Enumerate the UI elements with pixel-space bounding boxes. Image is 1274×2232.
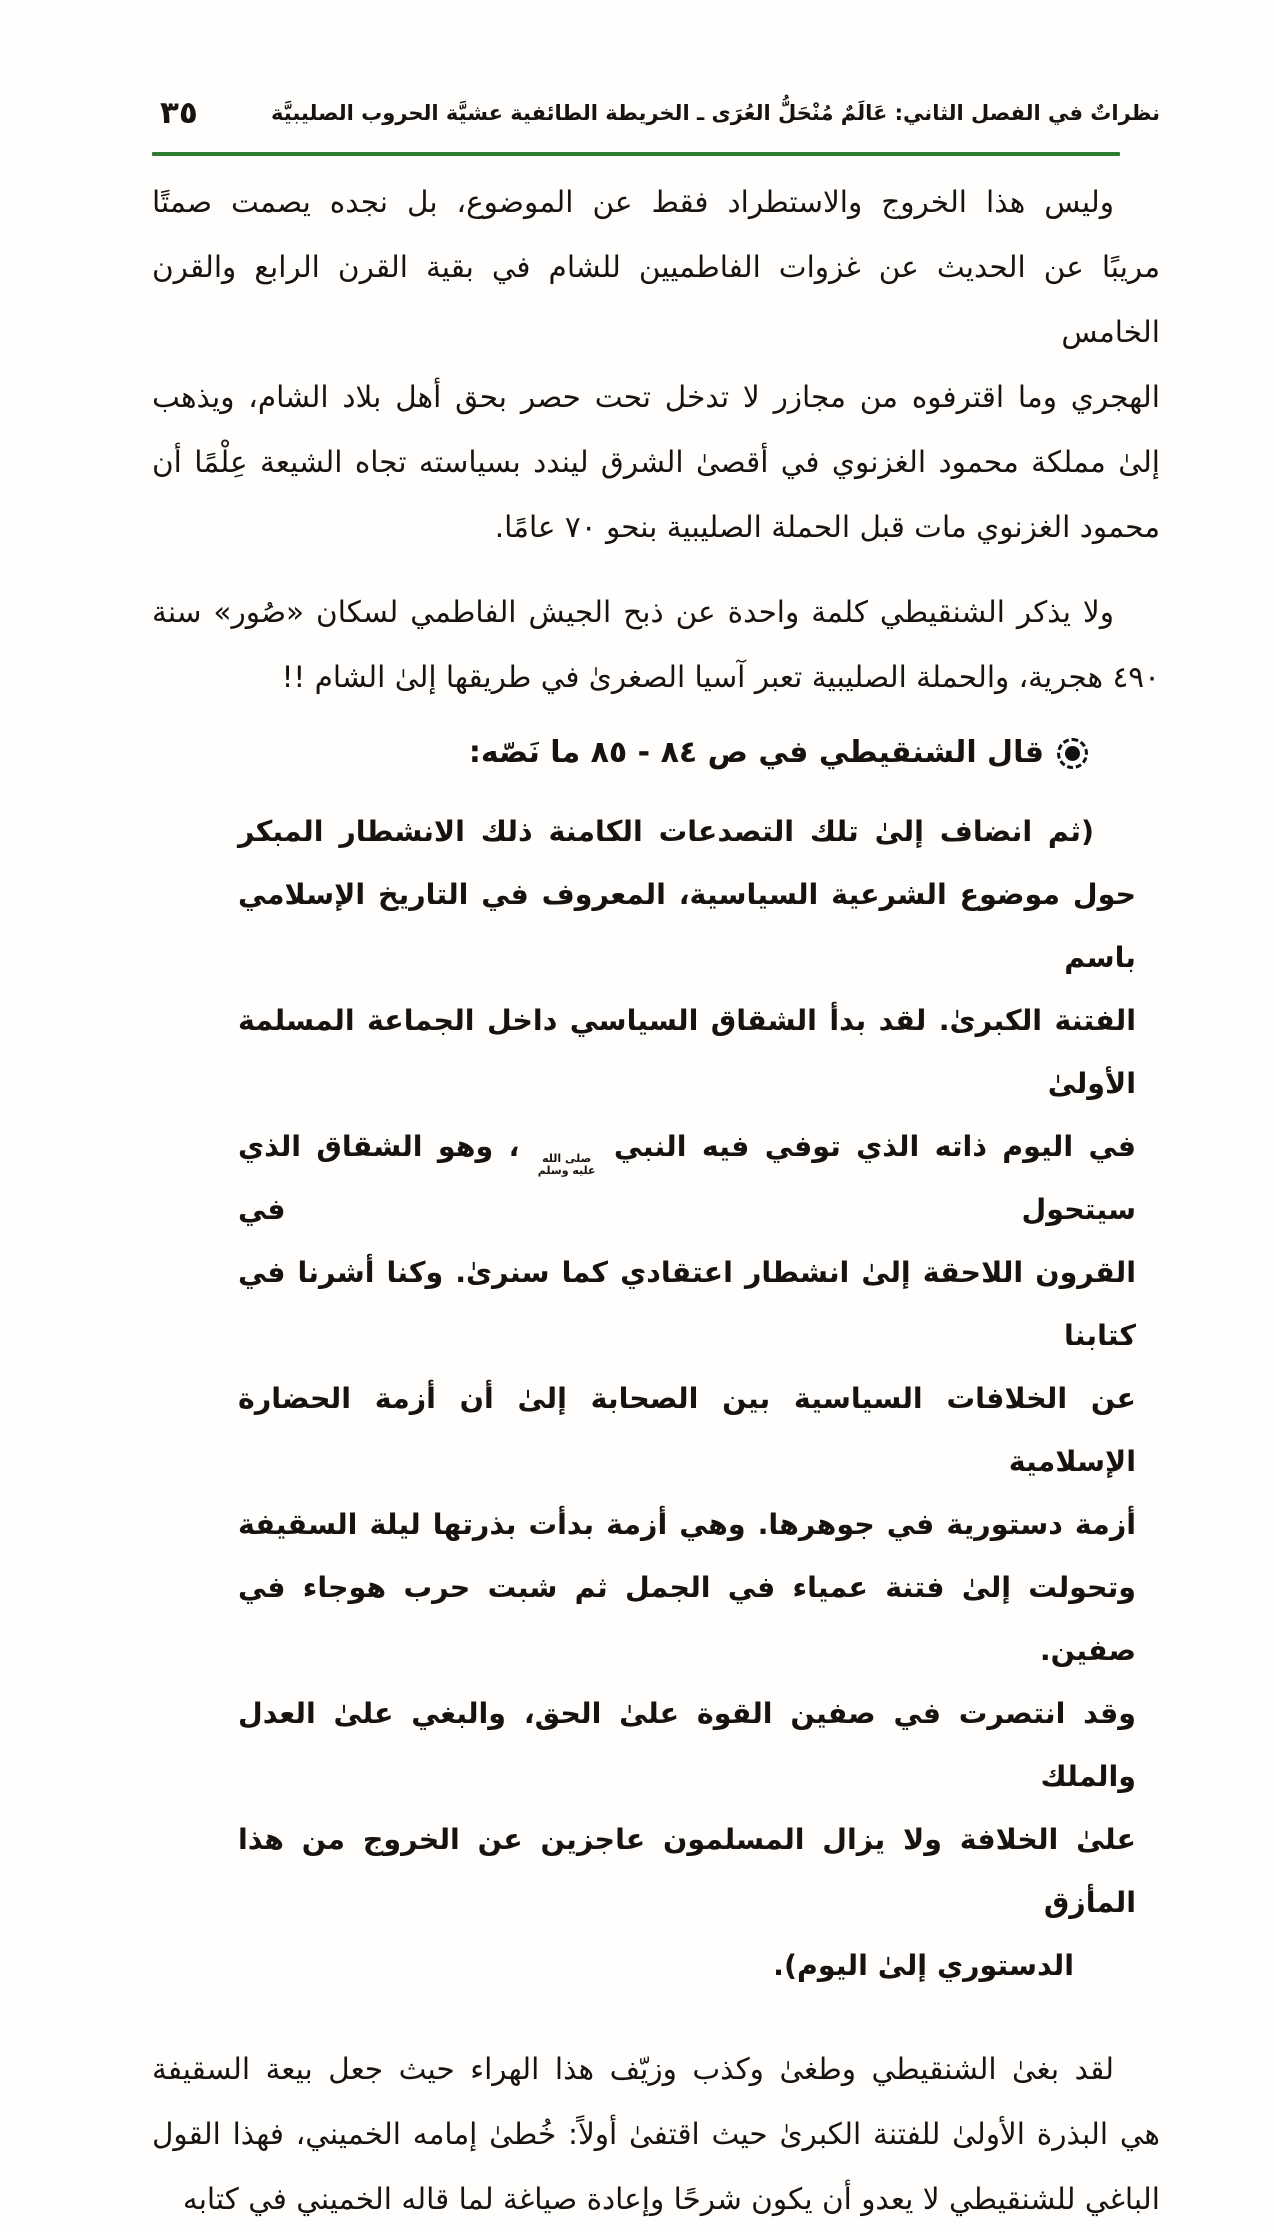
quote-line-segment: في اليوم ذاته الذي توفي فيه النبي xyxy=(613,1130,1136,1164)
honorific-bottom: عليه وسلم xyxy=(537,1164,596,1178)
prophet-honorific xyxy=(538,1153,596,1177)
quote-line: وقد انتصرت في صفين القوة علىٰ الحق، والبغي علىٰ العدل والملك xyxy=(238,1697,1136,1794)
bullet-core xyxy=(1065,746,1080,761)
page-number: ٣٥ xyxy=(160,95,198,131)
quote-line xyxy=(238,1115,1136,1241)
paragraph-1 xyxy=(152,170,1160,560)
paragraph-2 xyxy=(152,580,1160,710)
text-line: ٤٩٠ هجرية، والحملة الصليبية تعبر آسيا الصغرىٰ في طريقها إلىٰ الشام !! xyxy=(281,660,1160,695)
text-line: مريبًا عن الحديث عن غزوات الفاطميين للشام في بقية القرن الرابع والقرن الخامس xyxy=(152,250,1160,350)
paragraph-3 xyxy=(152,2037,1160,2232)
text-line: إلىٰ مملكة محمود الغزنوي في أقصىٰ الشرق ليندد بسياسته تجاه الشيعة عِلْمًا أن xyxy=(152,445,1160,480)
quote-line: القرون اللاحقة إلىٰ انشطار اعتقادي كما سنرىٰ. وكنا أشرنا في كتابنا xyxy=(238,1256,1136,1353)
quote-line: عن الخلافات السياسية بين الصحابة إلىٰ أن أزمة الحضارة الإسلامية xyxy=(238,1382,1136,1479)
header-rule xyxy=(152,152,1120,156)
quote-line: (ثم انضاف إلىٰ تلك التصدعات الكامنة ذلك الانشطار المبكر xyxy=(238,815,1094,849)
ornate-bullet-icon xyxy=(1057,738,1088,769)
quote-intro-text: قال الشنقيطي في ص ٨٤ - ٨٥ ما نَصّه: xyxy=(468,735,1044,771)
quote-line: حول موضوع الشرعية السياسية، المعروف في التاريخ الإسلامي باسم xyxy=(238,878,1136,975)
running-head xyxy=(152,96,1160,130)
text-line: ولا يذكر الشنقيطي كلمة واحدة عن ذبح الجيش الفاطمي لسكان «صُور» سنة xyxy=(152,595,1114,630)
text-line: هي البذرة الأولىٰ للفتنة الكبرىٰ حيث اقتفىٰ أولاً: خُطىٰ إمامه الخميني، فهذا القول xyxy=(152,2117,1160,2152)
text-line: وليس هذا الخروج والاستطراد فقط عن الموضوع، بل نجده يصمت صمتًا xyxy=(152,185,1114,220)
text-line: محمود الغزنوي مات قبل الحملة الصليبية بنحو ٧٠ عامًا. xyxy=(494,510,1160,545)
chapter-header-title: نظراتٌ في الفصل الثاني: عَالَمٌ مُنْحَلُّ العُرَى ـ الخريطة الطائفية عشيَّة الحروب الصليبيَّة xyxy=(271,100,1160,125)
honorific-top: صلى الله xyxy=(542,1152,592,1166)
text-line: الباغي للشنقيطي لا يعدو أن يكون شرحًا وإعادة صياغة لما قاله الخميني في كتابه xyxy=(182,2182,1160,2217)
quote-line: علىٰ الخلافة ولا يزال المسلمون عاجزين عن الخروج من هذا المأزق xyxy=(238,1823,1136,1920)
quote-line: الفتنة الكبرىٰ. لقد بدأ الشقاق السياسي داخل الجماعة المسلمة الأولىٰ xyxy=(238,1004,1136,1101)
quote-line-segment: ، وهو الشقاق الذي سيتحول في xyxy=(238,1130,1136,1227)
quote-line: أزمة دستورية في جوهرها. وهي أزمة بدأت بذرتها ليلة السقيفة xyxy=(238,1508,1136,1542)
text-line: لقد بغىٰ الشنقيطي وطغىٰ وكذب وزيّف هذا الهراء حيث جعل بيعة السقيفة xyxy=(152,2052,1114,2087)
text-line: الهجري وما اقترفوه من مجازر لا تدخل تحت حصر بحق أهل بلاد الشام، ويذهب xyxy=(152,380,1160,415)
quoted-passage-block xyxy=(238,800,1136,1997)
quote-intro-heading xyxy=(152,720,1160,786)
quote-line: الدستوري إلىٰ اليوم). xyxy=(773,1949,1074,1983)
quote-line: وتحولت إلىٰ فتنة عمياء في الجمل ثم شبت حرب هوجاء في صفين. xyxy=(238,1571,1136,1668)
